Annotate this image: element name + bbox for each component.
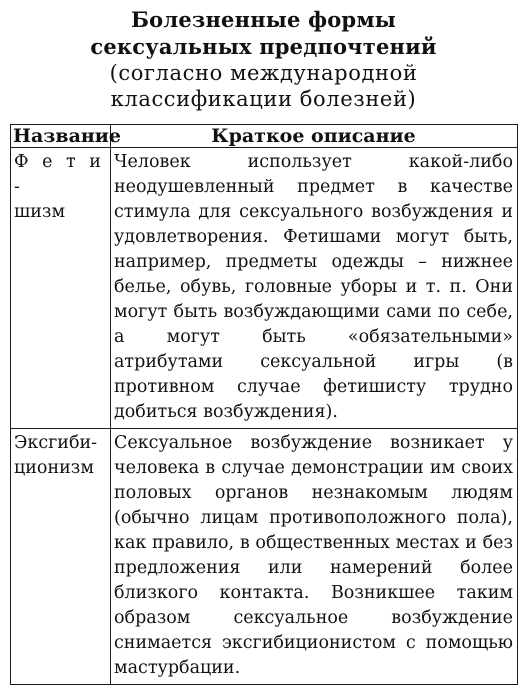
row-name-line-1: Эксгиби- (14, 433, 98, 453)
row-name-cell (11, 148, 111, 429)
title-line-2: сексуальных предпочтений (90, 34, 437, 59)
subtitle-line-2: классификации болезней) (110, 87, 417, 111)
row-name-line-2: шизм (14, 202, 66, 222)
title-block (0, 6, 527, 112)
row-description: Сексуальное возбуждение возникает у человека в случае демонстрации им своих половых органов незнакомым людям (обычно лицам противоположного пола), как правило, в общественных местах и без предложения или намерений более близкого контакта. Возникшее таким образом сексуальное возбуждение снимается эксгибиционистом с помощью мастурбации. (111, 429, 518, 685)
column-header-name: Название (11, 125, 111, 148)
row-name-cell (11, 429, 111, 685)
table-header-row (11, 125, 518, 148)
column-header-description: Краткое описание (111, 125, 518, 148)
row-name-line-2: ционизм (14, 458, 94, 478)
row-description: Человек использует какой-либо неодушевленный предмет в качестве стимула для сексуального возбуждения и удовлетворения. Фетишами могут быть, например, предметы одежды – нижнее белье, обувь, головные уборы и т. п. Они могут быть возбуждающими сами по себе, а могут быть «обязательными» атрибутами сексуальной игры (в противном случае фетишисту трудно добиться возбуждения). (111, 148, 518, 429)
subtitle-line-1: (согласно международной (109, 61, 418, 85)
row-name-line-1: Ф е т и - (14, 152, 105, 197)
table-row (11, 148, 518, 429)
disorders-table (10, 124, 518, 685)
title-line-1: Болезненные формы (130, 7, 397, 32)
table-row (11, 429, 518, 685)
